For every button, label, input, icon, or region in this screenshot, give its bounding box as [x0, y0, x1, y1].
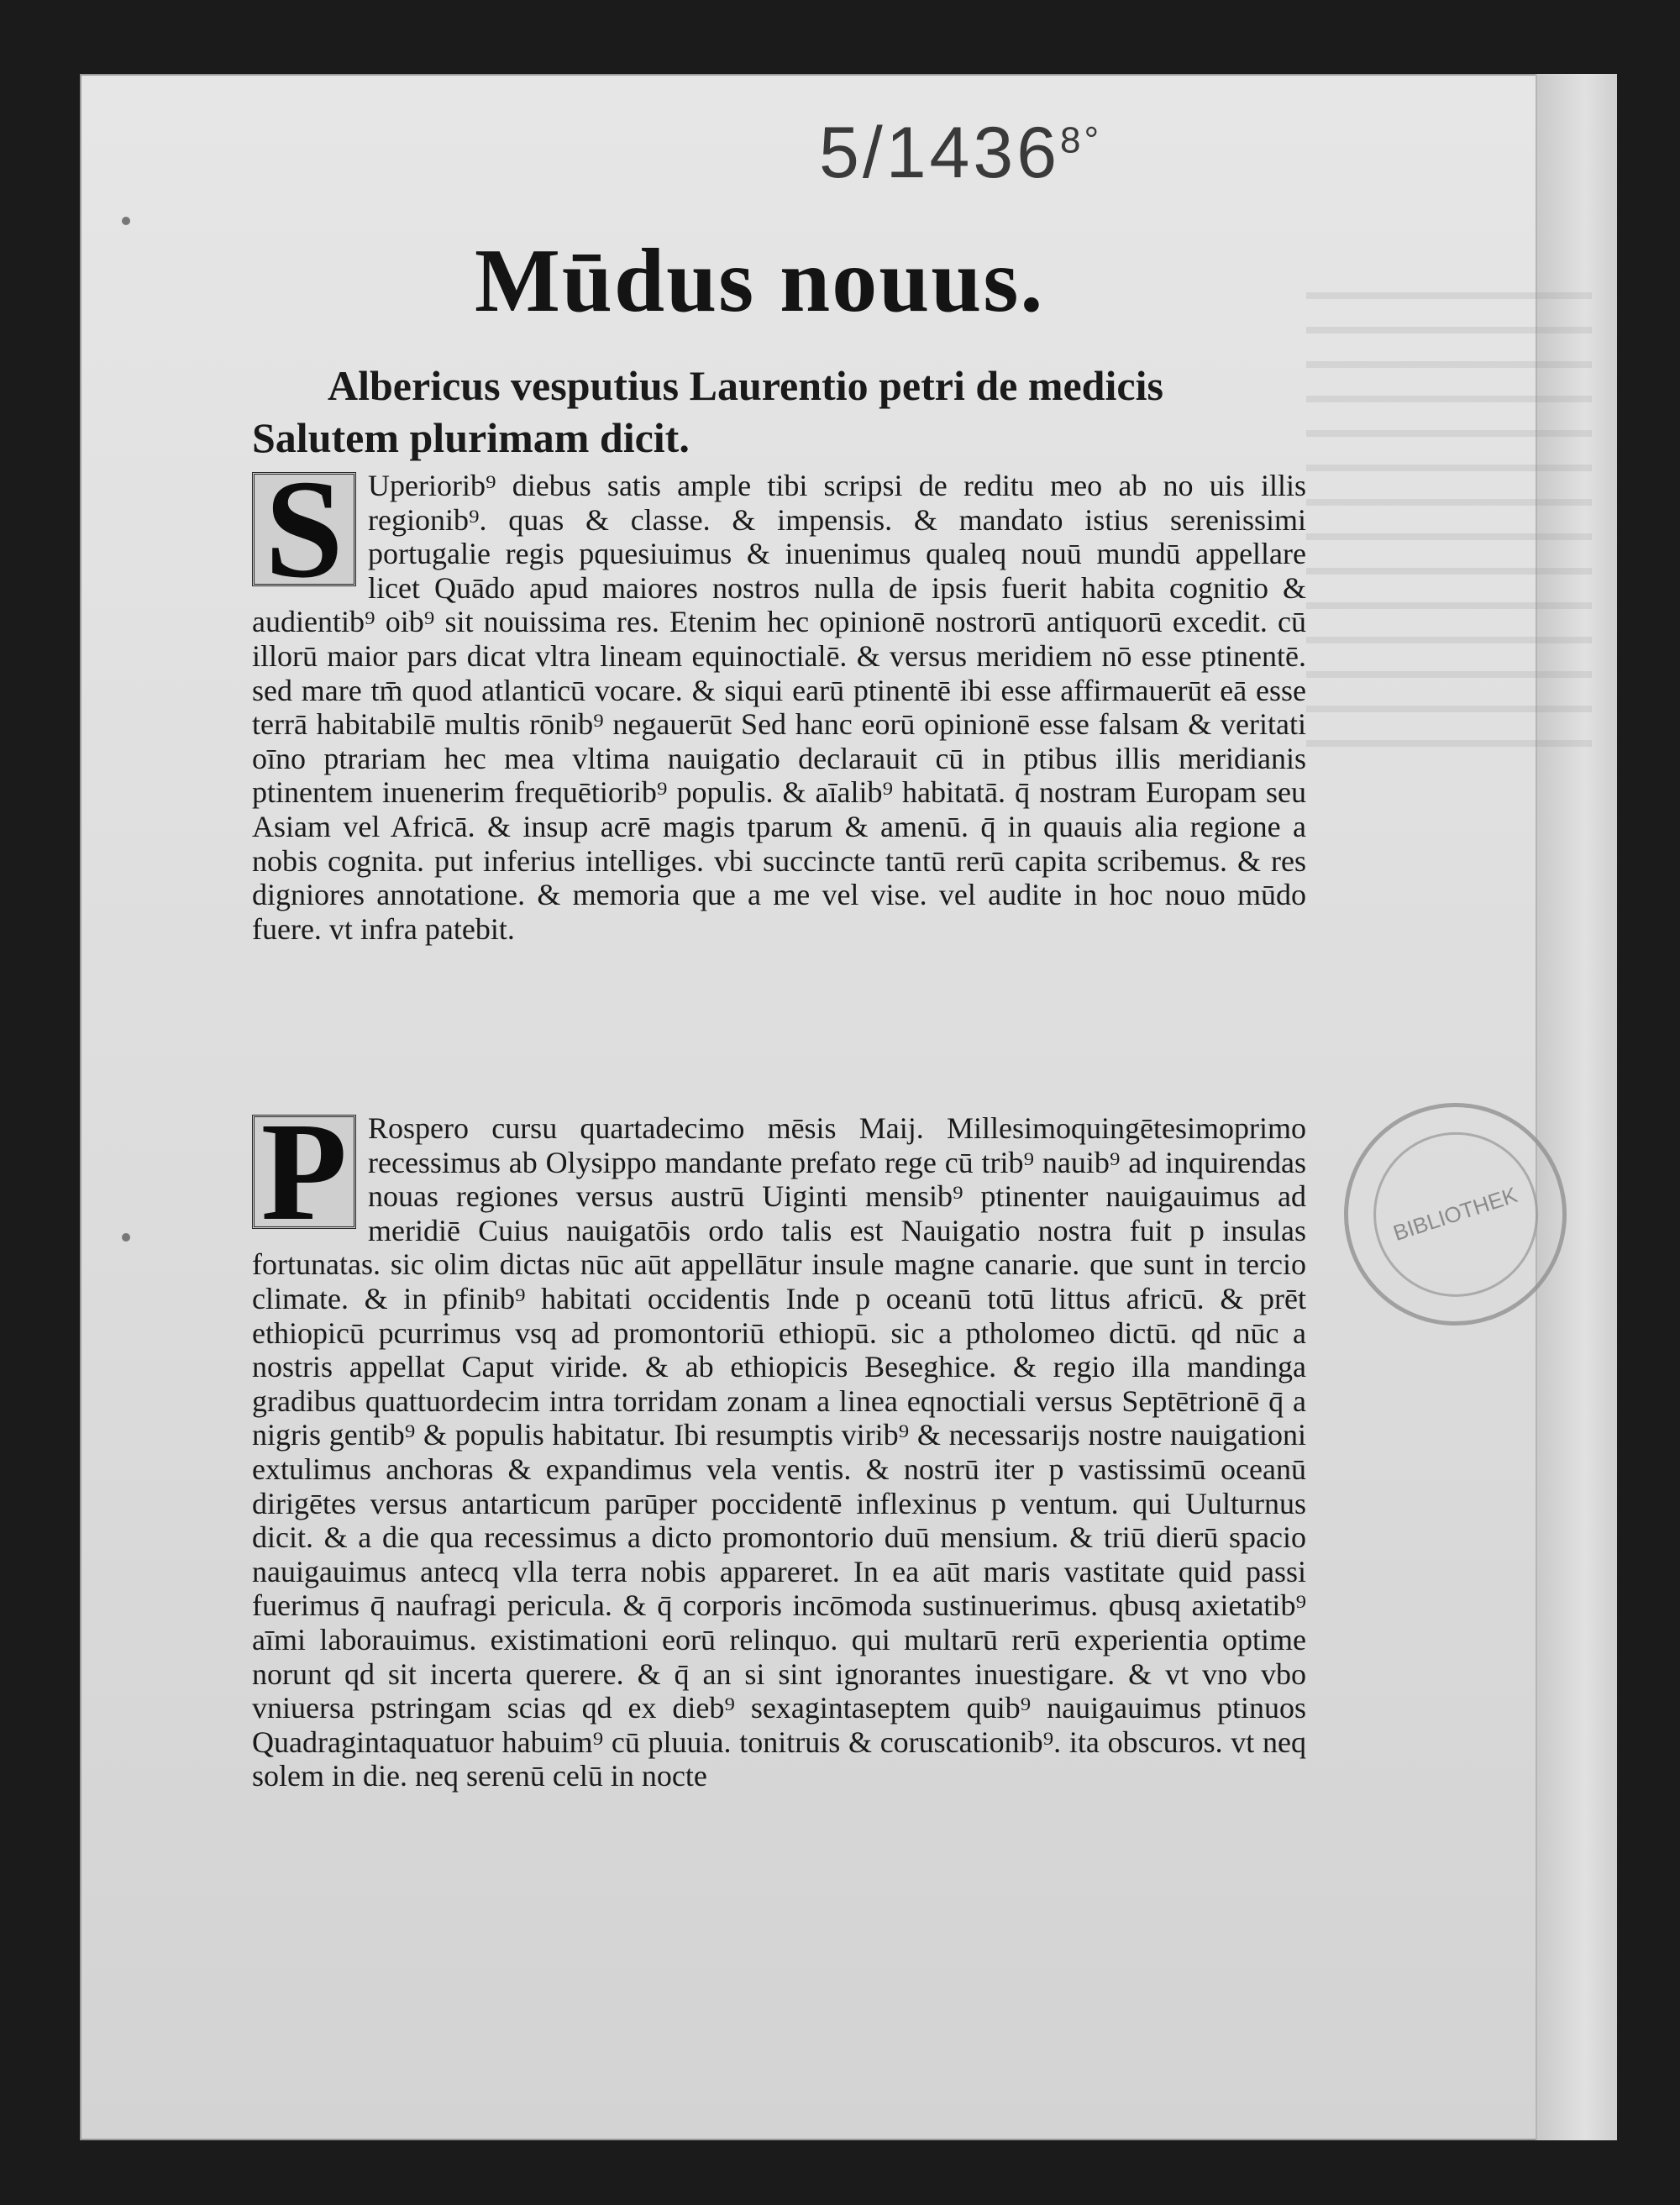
paragraph-1	[252, 451, 1306, 1040]
salutation	[252, 360, 1306, 464]
salutation-line-1: Albericus vesputius Laurentio petri de medicis	[328, 362, 1163, 409]
shelfmark	[819, 112, 1102, 195]
page-sheet	[80, 74, 1617, 2140]
paragraph-1-text: Uperiorib⁹ diebus satis ample tibi scripsi de reditu meo ab no uis illis regionib⁹. quas & classe. & impensis. & mandato istius serenissimi portugalie regis pquesiuimus & inuenimus qualeq nouū mundū appellare licet Quādo apud maiores nostros nulla de ipsis fuerit habita cognitio & audientib⁹ oib⁹ sit nouissima res. Etenim hec opinionē nostrorū antiquorū excedit. cū illorū maior pars dicat vltra lineam equinoctialē. & versus meridiem nō esse ptinentē. sed mare tm̄ quod atlanticū vocare. & siqui earū ptinentē ibi esse affirmauerūt eā esse terrā habitabilē multis rōnib⁹ negauerūt Sed hanc eorū opinionē esse falsam & veritati oīno ptrariam hec mea vltima nauigatio declarauit cū in ptibus illis meridianis ptinentem inuenerim frequētiorib⁹ populis. & aīalib⁹ habitatā. q̄ nostram Europam seu Asiam vel Africā. & insup acrē magis tparum & amenū. q̄ in quauis alia regione a nobis cognita. put inferius intelliges. vbi succincte tantū rerū capita scribemus. & res digniores annotatione. & memoria que a me vel vise. vel audite in hoc nouo mūdo fuere. vt infra patebit.	[252, 469, 1306, 946]
drop-cap-initial: S	[252, 472, 356, 586]
shelfmark-suffix: 8°	[1060, 119, 1103, 161]
binding-hole	[122, 217, 130, 225]
binding-hole	[122, 1233, 130, 1242]
library-stamp-inner	[1352, 1110, 1559, 1318]
library-stamp-text: BIBLIOTHEK	[1389, 1182, 1520, 1246]
paragraph-2	[252, 1094, 1306, 1977]
paragraph-2-text: Rospero cursu quartadecimo mēsis Maij. Millesimoquingētesimoprimo recessimus ab Olysippo mandante prefato rege cū trib⁹ nauib⁹ ad inquirendas nouas regiones versus austrū Uiginti mensib⁹ ptinenter nauigauimus ad meridiē Cuius nauigatōis ordo talis est Nauigatio nostra fuit p insulas fortunatas. sic olim dictas nūc aūt appellātur insule magne canarie. que sunt in tercio climate. & in pfinib⁹ habitati occidentis Inde p oceanū totū littus africū. & prēt ethiopicū pcurrimus vsq ad promontoriū ethiopū. sic a ptholomeo dictū. qd nūc a nostris appellat Caput viride. & ab ethiopicis Beseghice. & regio illa mandinga gradibus quattuordecim intra torridam zonam a linea eqnoctiali versus Septētrionē q̄ a nigris gentib⁹ & populis habitatur. Ibi resumptis virib⁹ & necessarijs nostre nauigationi extulimus anchoras & expandimus vela ventis. & nostrū iter p vastissimū oceanū dirigētes versus antarticum parūper poccidentē inflexinus p ventum. qui Uulturnus dicit. & a die qua recessimus a dicto promontorio duū mensium. & triū dierū spacio nauigauimus antecq vlla terra nobis appareret. In ea aūt maris vastitate quid passi fuerimus q̄ naufragi pericula. & q̄ corporis incōmoda sustinuerimus. qbusq axietatib⁹ aīmi laborauimus. existimationi eorū relinquo. qui multarū rerū experientia optime norunt qd sit incerta querere. & q̄ an si sint ignorantes inuestigare. & vt vno vbo vniuersa pstringam scias qd ex dieb⁹ sexagintaseptem quib⁹ nauigauimus ptinuos Quadragintaquatuor habuim⁹ cū pluuia. tonitruis & coruscationib⁹. ita obscuros. vt neq solem in die. neq serenū celū in nocte	[252, 1111, 1306, 1793]
page-title: Mūdus nouus.	[475, 231, 1045, 331]
shelfmark-number: 5/1436	[819, 113, 1061, 193]
drop-cap-initial: P	[252, 1115, 356, 1229]
bleed-through-text	[1306, 292, 1592, 763]
salutation-line-2: Salutem plurimam dicit.	[252, 414, 690, 461]
